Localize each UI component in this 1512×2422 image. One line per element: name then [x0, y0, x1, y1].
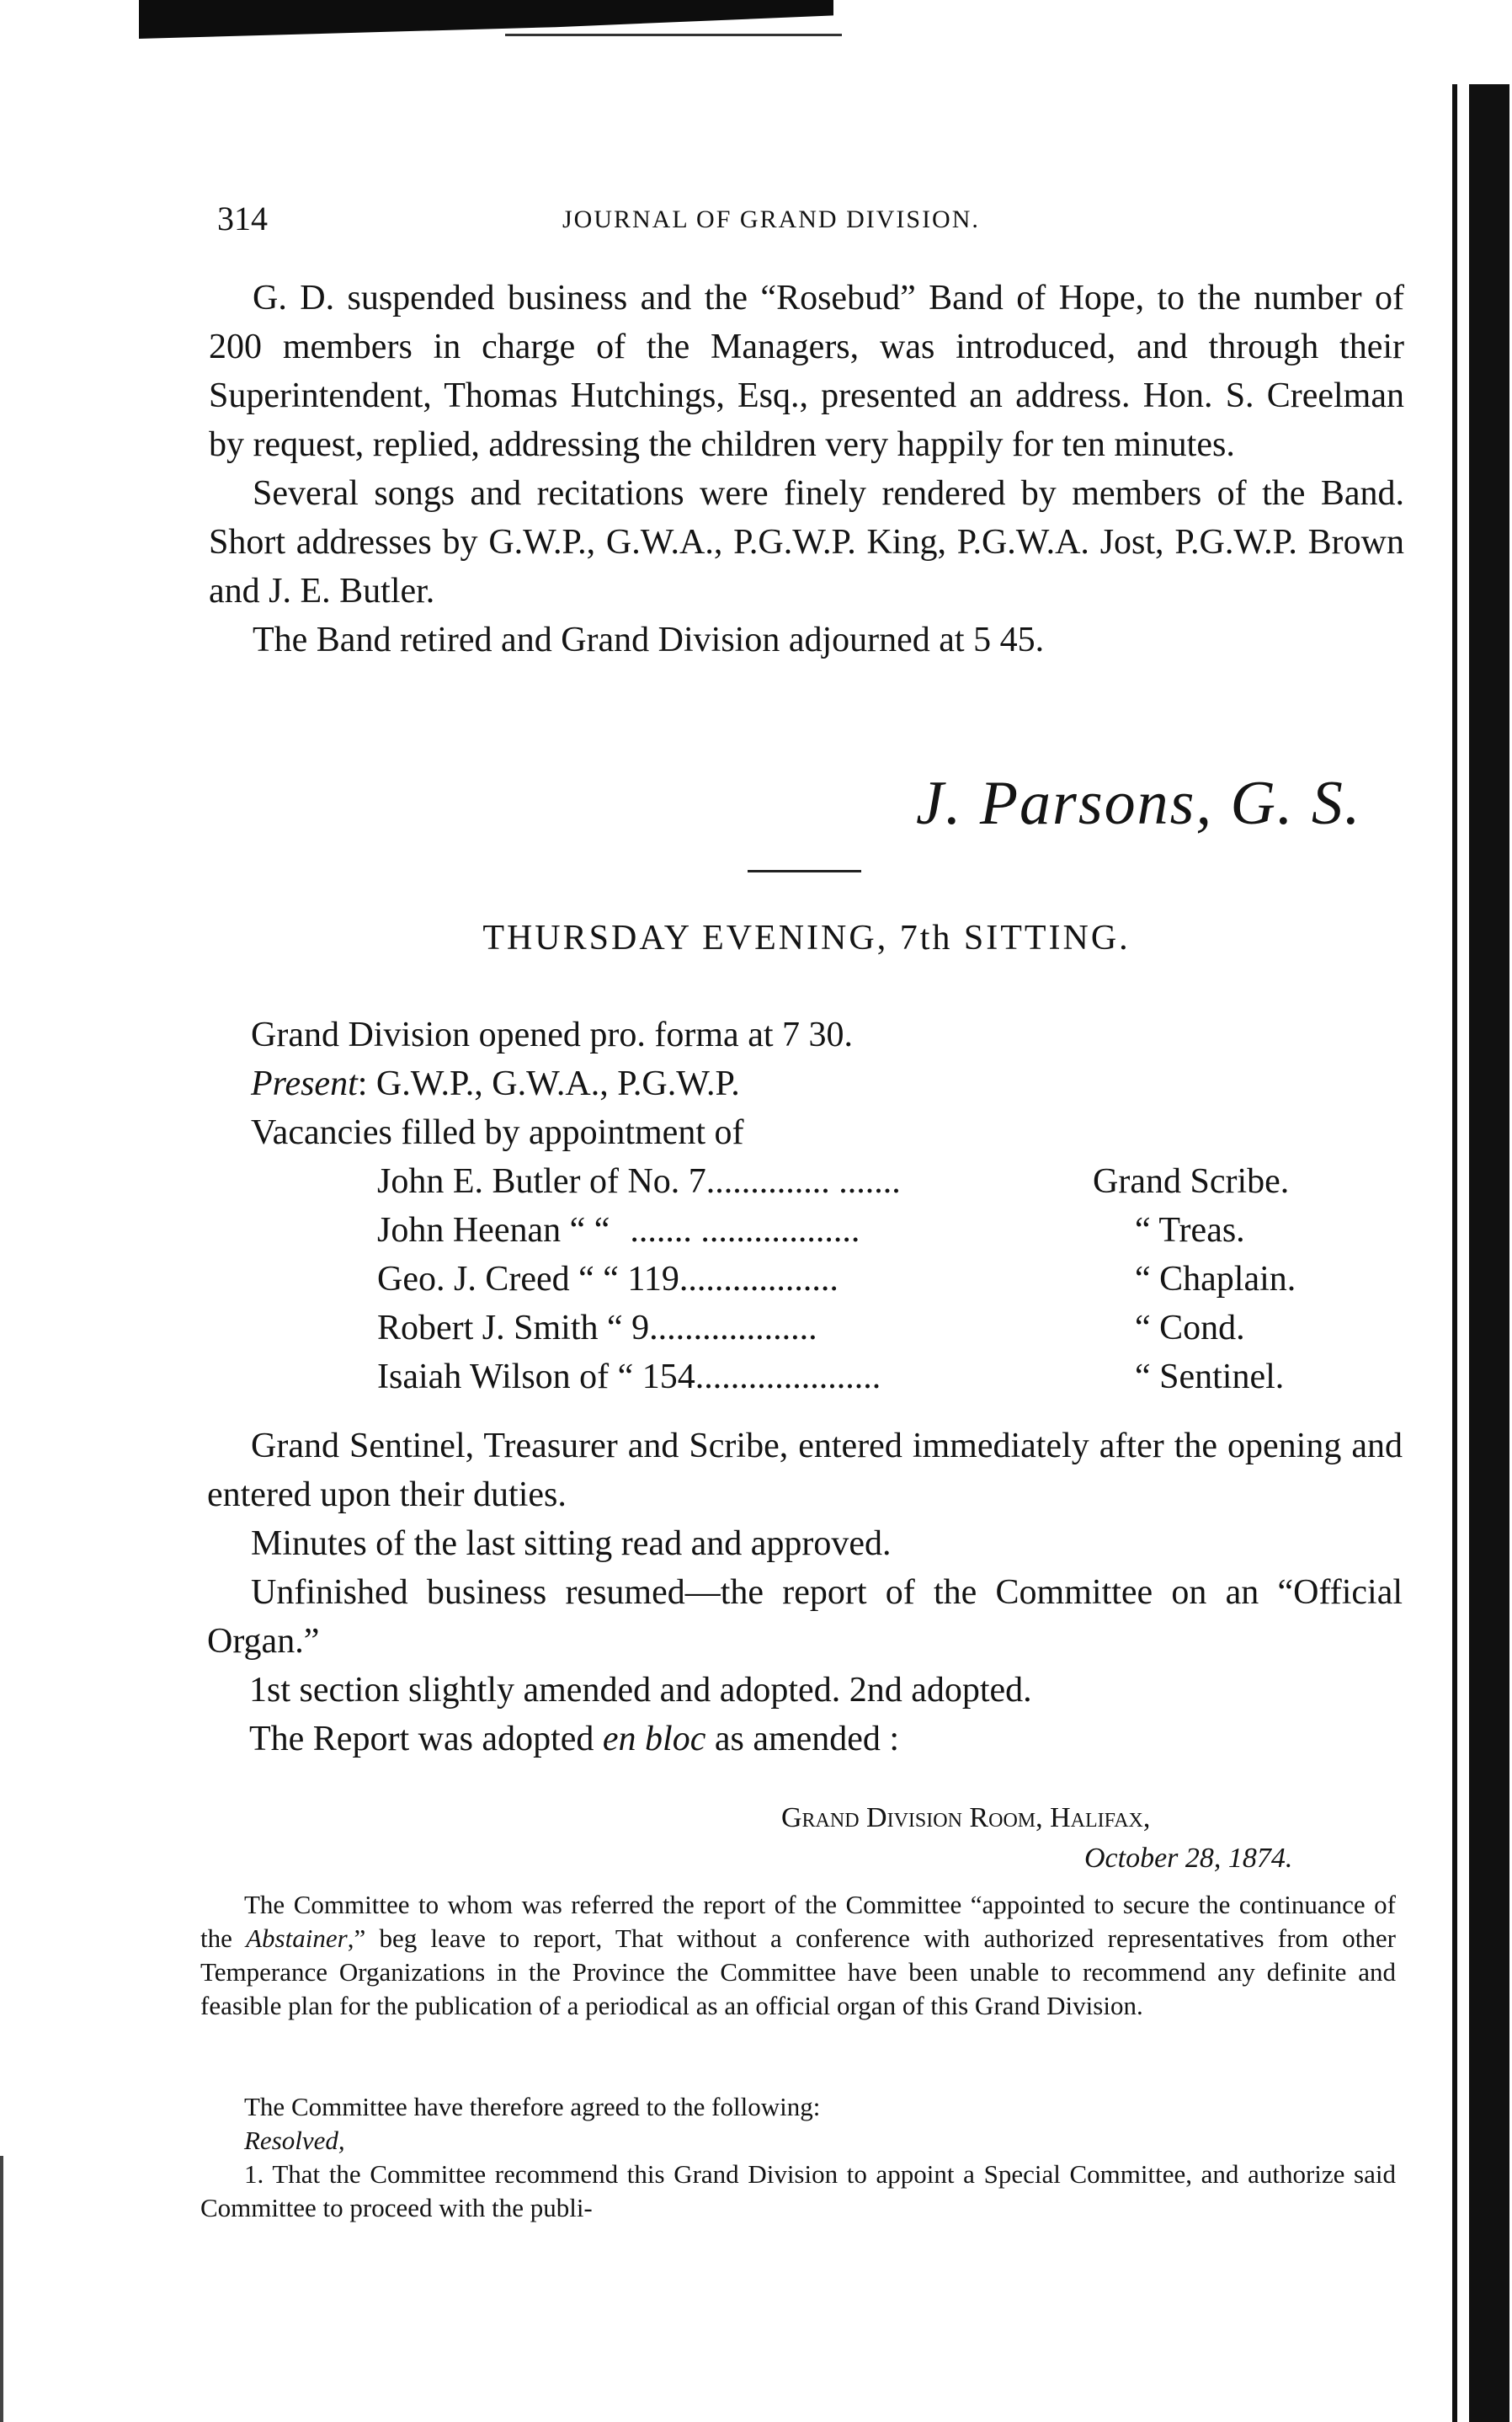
- report-text-end: ,” beg leave to report, That without a conference with authorized representatives from other Temperance Organizations in the Province the Committee have been unable to recommend any definite and feasible plan for the publication of a periodical as an official organ of this Grand Division.: [200, 1923, 1396, 2020]
- en-bloc: en bloc: [602, 1720, 706, 1758]
- adopted-text: The Report was adopted: [249, 1720, 603, 1758]
- report-item-1: 1. That the Committee recommend this Grand Division to appoint a Special Committee, and authorize said Committee to proceed with the publi-: [200, 2159, 1396, 2222]
- appointment-office: “ Sentinel.: [1135, 1358, 1285, 1396]
- appointment-leader: .....................: [695, 1358, 881, 1396]
- resolved-label: Resolved,: [244, 2126, 345, 2155]
- page-header: [209, 194, 1404, 244]
- appointment-name: John Heenan “ “: [377, 1211, 610, 1250]
- appointment-office: “ Treas.: [1135, 1211, 1245, 1250]
- report-agreed-line: The Committee have therefore agreed to the following:: [244, 2092, 821, 2121]
- scan-right-edge: [1469, 84, 1509, 2422]
- present-line: [251, 1059, 740, 1108]
- report-paragraph: [200, 1888, 1396, 2023]
- report-text: The Committee to whom was referred the report of the Committee “appointed to secure the continuance of the: [200, 1890, 1396, 1953]
- vacancies-line: Vacancies filled by appointment of: [251, 1113, 744, 1152]
- minutes-line: Minutes of the last sitting read and approved.: [251, 1524, 892, 1563]
- appointment-row: [377, 1206, 860, 1255]
- signature: J. Parsons, G. S.: [916, 769, 1362, 838]
- appointment-name: Geo. J. Creed “ “ 119: [377, 1260, 679, 1299]
- appointment-office: “ Chaplain.: [1135, 1260, 1296, 1299]
- appointment-row: [377, 1255, 839, 1304]
- adopted-text-end: as amended :: [705, 1720, 900, 1758]
- paragraph-adjourned: The Band retired and Grand Division adjourned at 5 45.: [253, 621, 1045, 659]
- appointment-leader: ....... ..................: [630, 1211, 860, 1250]
- sections-line: 1st section slightly amended and adopted. 2nd adopted.: [249, 1671, 1032, 1710]
- paragraph-rosebud: G. D. suspended business and the “Rosebud” Band of Hope, to the number of 200 members in charge of the Managers, was introduced, and through their Superintendent, Thomas Hutchings, Esq., presented an address. Hon. S. Creelman by request, replied, addressing the children very happily for ten minutes.: [209, 279, 1404, 464]
- present-value: : G.W.P., G.W.A., P.G.W.P.: [357, 1064, 740, 1103]
- appointment-name: John E. Butler of No. 7: [377, 1162, 706, 1201]
- opened-line: Grand Division opened pro. forma at 7 30.: [251, 1016, 854, 1054]
- appointment-office: “ Cond.: [1135, 1309, 1245, 1347]
- section-divider: [748, 870, 861, 872]
- appointment-office: Grand Scribe.: [1093, 1162, 1290, 1201]
- appointment-leader: ...................: [649, 1309, 817, 1347]
- appointment-row: [377, 1352, 881, 1401]
- paragraph-unfinished: Unfinished business resumed—the report of the Committee on an “Official Organ.”: [207, 1573, 1403, 1661]
- paragraph-sentinel: Grand Sentinel, Treasurer and Scribe, entered immediately after the opening and entered upon their duties.: [207, 1427, 1403, 1514]
- appointment-leader: .............. .......: [705, 1162, 901, 1201]
- report-address: Grand Division Room, Halifax,: [781, 1802, 1151, 1833]
- section-heading: THURSDAY EVENING, 7th SITTING.: [482, 919, 1131, 958]
- adopted-line: [249, 1715, 899, 1763]
- running-head: JOURNAL OF GRAND DIVISION.: [562, 205, 980, 233]
- appointment-name: Isaiah Wilson of “ 154: [377, 1358, 695, 1396]
- paragraph-songs: Several songs and recitations were finely rendered by members of the Band. Short addresses by G.W.P., G.W.A., P.G.W.P. King, P.G.W.A. Jost, P.G.W.P. Brown and J. E. Butler.: [209, 474, 1404, 611]
- abstainer: Abstainer: [246, 1923, 348, 1953]
- present-label: Present: [251, 1064, 358, 1103]
- appointment-row: [377, 1157, 901, 1206]
- appointment-name: Robert J. Smith “ 9: [377, 1309, 650, 1347]
- report-date: October 28, 1874.: [1084, 1843, 1293, 1874]
- appointment-row: [377, 1304, 817, 1352]
- scan-left-edge: [0, 2156, 3, 2422]
- page-number: 314: [217, 200, 268, 237]
- appointment-leader: ..................: [679, 1260, 839, 1299]
- scan-right-edge-inner: [1452, 84, 1457, 2422]
- scan-top-line: [505, 34, 842, 36]
